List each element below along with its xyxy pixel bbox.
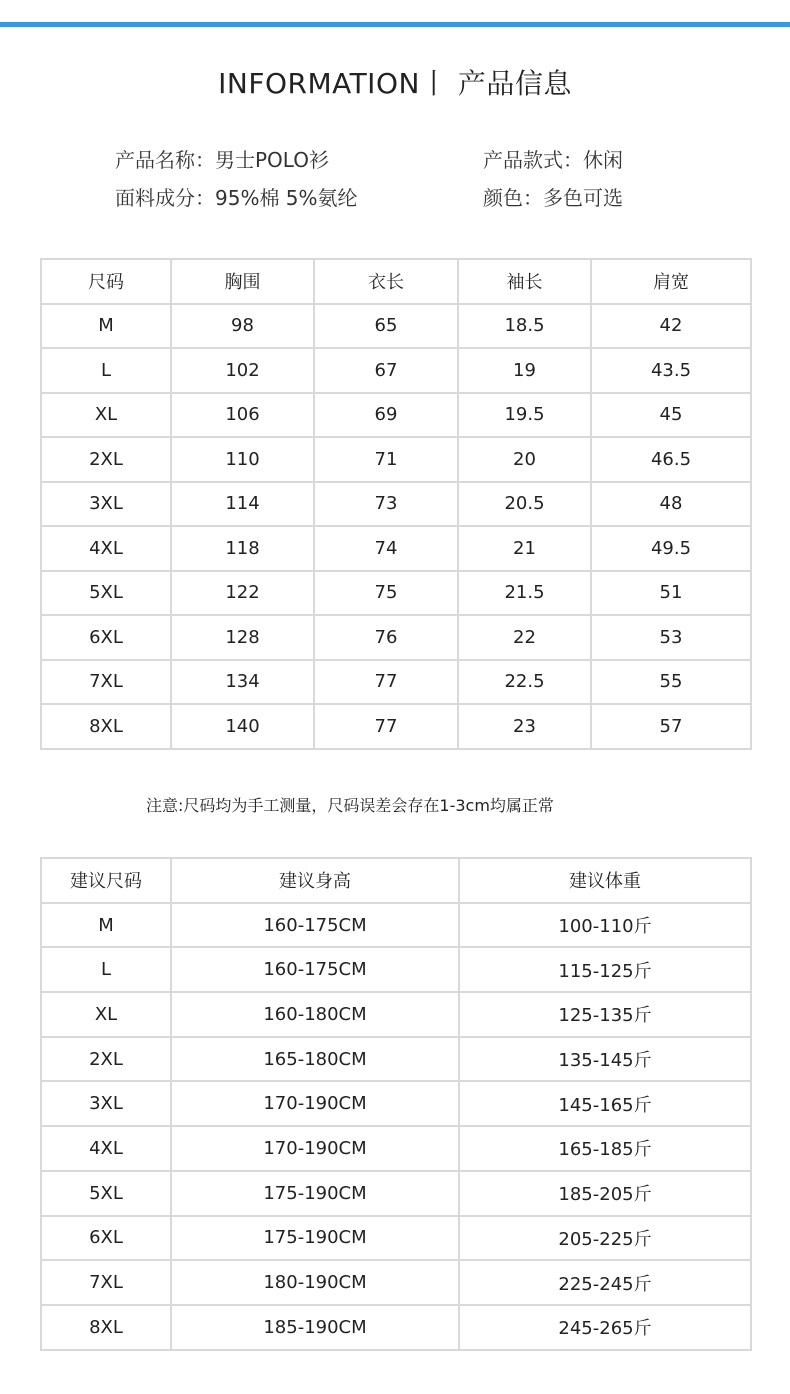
cell-length: 75 [314, 571, 458, 616]
cell-rec-weight: 185-205斤 [459, 1171, 751, 1216]
cell-chest: 140 [171, 704, 314, 749]
cell-shoulder: 42 [591, 304, 751, 349]
table-row [41, 992, 751, 1037]
cell-chest: 98 [171, 304, 314, 349]
cell-rec-height: 170-190CM [171, 1081, 459, 1126]
cell-shoulder: 45 [591, 393, 751, 438]
table-row [41, 1126, 751, 1171]
cell-rec-weight: 125-135斤 [459, 992, 751, 1037]
cell-size: 5XL [41, 571, 171, 616]
table-header-row [41, 259, 751, 304]
cell-rec-height: 160-180CM [171, 992, 459, 1037]
table-row [41, 304, 751, 349]
header-rec-height: 建议身高 [171, 858, 459, 903]
cell-rec-size: 7XL [41, 1260, 171, 1305]
cell-sleeve: 19 [458, 348, 591, 393]
cell-size: XL [41, 393, 171, 438]
cell-chest: 114 [171, 482, 314, 527]
cell-rec-weight: 245-265斤 [459, 1305, 751, 1350]
cell-length: 65 [314, 304, 458, 349]
cell-rec-size: XL [41, 992, 171, 1037]
product-fabric: 面料成分：95%棉 5%氨纶 [115, 186, 358, 210]
cell-sleeve: 20 [458, 437, 591, 482]
cell-sleeve: 23 [458, 704, 591, 749]
table-row [41, 571, 751, 616]
cell-rec-height: 175-190CM [171, 1216, 459, 1261]
cell-size: 4XL [41, 526, 171, 571]
cell-rec-weight: 100-110斤 [459, 903, 751, 948]
cell-rec-size: 4XL [41, 1126, 171, 1171]
table-row [41, 660, 751, 705]
cell-rec-height: 175-190CM [171, 1171, 459, 1216]
recommendation-table [40, 857, 752, 1351]
cell-size: 3XL [41, 482, 171, 527]
cell-rec-size: 5XL [41, 1171, 171, 1216]
cell-rec-height: 170-190CM [171, 1126, 459, 1171]
cell-sleeve: 22.5 [458, 660, 591, 705]
cell-shoulder: 46.5 [591, 437, 751, 482]
cell-sleeve: 21 [458, 526, 591, 571]
cell-shoulder: 55 [591, 660, 751, 705]
table-row [41, 903, 751, 948]
cell-rec-size: 8XL [41, 1305, 171, 1350]
cell-size: L [41, 348, 171, 393]
cell-rec-weight: 115-125斤 [459, 947, 751, 992]
header-chest: 胸围 [171, 259, 314, 304]
cell-length: 77 [314, 660, 458, 705]
table-row [41, 1305, 751, 1350]
cell-rec-size: 3XL [41, 1081, 171, 1126]
table-row [41, 482, 751, 527]
cell-chest: 118 [171, 526, 314, 571]
cell-chest: 102 [171, 348, 314, 393]
cell-rec-height: 160-175CM [171, 947, 459, 992]
cell-shoulder: 49.5 [591, 526, 751, 571]
cell-rec-size: 2XL [41, 1037, 171, 1082]
cell-shoulder: 48 [591, 482, 751, 527]
cell-chest: 128 [171, 615, 314, 660]
header-rec-size: 建议尺码 [41, 858, 171, 903]
table-row [41, 1260, 751, 1305]
cell-size: 6XL [41, 615, 171, 660]
header-rec-weight: 建议体重 [459, 858, 751, 903]
cell-size: 7XL [41, 660, 171, 705]
cell-size: M [41, 304, 171, 349]
cell-sleeve: 21.5 [458, 571, 591, 616]
table-row [41, 1037, 751, 1082]
top-accent-bar [0, 22, 790, 27]
table-row [41, 615, 751, 660]
cell-chest: 110 [171, 437, 314, 482]
cell-shoulder: 51 [591, 571, 751, 616]
cell-rec-size: 6XL [41, 1216, 171, 1261]
cell-rec-weight: 165-185斤 [459, 1126, 751, 1171]
cell-shoulder: 43.5 [591, 348, 751, 393]
table-row [41, 437, 751, 482]
product-style: 产品款式：休闲 [483, 148, 623, 172]
table-header-row [41, 858, 751, 903]
cell-length: 74 [314, 526, 458, 571]
table-row [41, 704, 751, 749]
cell-sleeve: 22 [458, 615, 591, 660]
cell-sleeve: 19.5 [458, 393, 591, 438]
table-row [41, 348, 751, 393]
table-row [41, 947, 751, 992]
table-row [41, 393, 751, 438]
cell-rec-height: 165-180CM [171, 1037, 459, 1082]
cell-rec-height: 185-190CM [171, 1305, 459, 1350]
cell-shoulder: 53 [591, 615, 751, 660]
cell-rec-weight: 145-165斤 [459, 1081, 751, 1126]
header-length: 衣长 [314, 259, 458, 304]
cell-size: 8XL [41, 704, 171, 749]
cell-rec-weight: 135-145斤 [459, 1037, 751, 1082]
table-row [41, 526, 751, 571]
cell-rec-weight: 205-225斤 [459, 1216, 751, 1261]
cell-sleeve: 18.5 [458, 304, 591, 349]
size-chart-table [40, 258, 752, 750]
cell-rec-weight: 225-245斤 [459, 1260, 751, 1305]
cell-length: 76 [314, 615, 458, 660]
header-sleeve: 袖长 [458, 259, 591, 304]
cell-shoulder: 57 [591, 704, 751, 749]
cell-length: 69 [314, 393, 458, 438]
cell-chest: 122 [171, 571, 314, 616]
table-row [41, 1216, 751, 1261]
cell-length: 77 [314, 704, 458, 749]
product-color: 颜色：多色可选 [483, 186, 623, 210]
cell-length: 67 [314, 348, 458, 393]
cell-chest: 134 [171, 660, 314, 705]
cell-size: 2XL [41, 437, 171, 482]
cell-rec-size: M [41, 903, 171, 948]
cell-chest: 106 [171, 393, 314, 438]
cell-length: 73 [314, 482, 458, 527]
header-size: 尺码 [41, 259, 171, 304]
page-title: INFORMATION丨 产品信息 [218, 67, 572, 100]
cell-rec-height: 160-175CM [171, 903, 459, 948]
cell-rec-size: L [41, 947, 171, 992]
measurement-note: 注意:尺码均为手工测量，尺码误差会存在1-3cm均属正常 [146, 796, 554, 815]
cell-rec-height: 180-190CM [171, 1260, 459, 1305]
cell-sleeve: 20.5 [458, 482, 591, 527]
table-row [41, 1081, 751, 1126]
header-shoulder: 肩宽 [591, 259, 751, 304]
table-row [41, 1171, 751, 1216]
cell-length: 71 [314, 437, 458, 482]
product-name: 产品名称：男士POLO衫 [115, 148, 329, 172]
